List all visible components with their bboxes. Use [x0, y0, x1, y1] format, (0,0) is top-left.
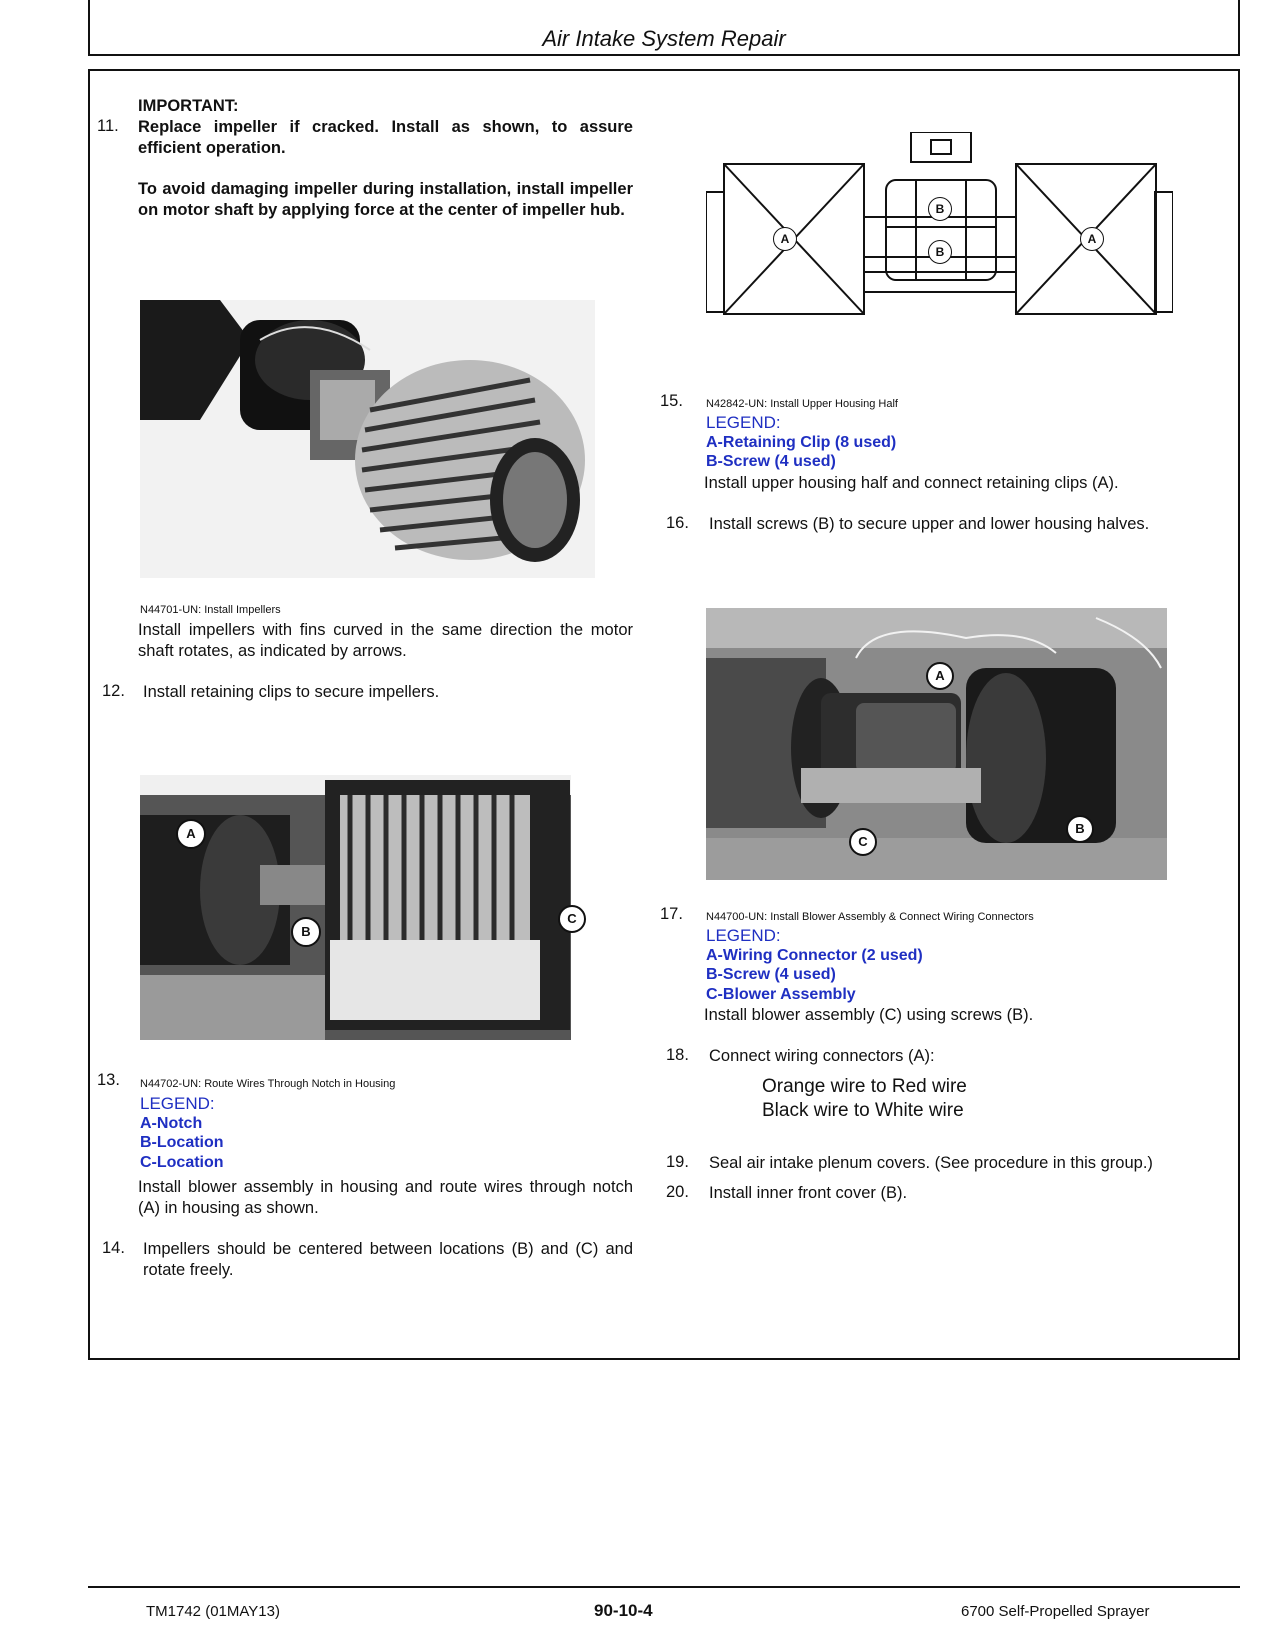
step-18-text: Connect wiring connectors (A): — [709, 1047, 935, 1065]
section-title: Air Intake System Repair — [542, 26, 786, 51]
wire-list — [762, 1075, 967, 1123]
step-12-number: 12. — [102, 682, 125, 700]
legend-item-b: B-Screw (4 used) — [706, 966, 836, 983]
wire-pair-1: Orange wire to Red wire — [762, 1076, 967, 1097]
fig-4-caption: N44700-UN: Install Blower Assembly & Connect Wiring Connectors — [706, 911, 1034, 923]
legend-item-a: A-Retaining Clip (8 used) — [706, 433, 897, 451]
step-16-number: 16. — [666, 514, 689, 532]
fig-2-caption: N44702-UN: Route Wires Through Notch in Housing — [140, 1078, 396, 1090]
legend-fig-2 — [140, 1094, 224, 1172]
important-label: IMPORTANT: — [138, 97, 239, 115]
legend-item-b: B-Screw (4 used) — [706, 453, 836, 470]
step-14-text: Impellers should be centered between locations (B) and (C) and rotate freely. — [143, 1240, 633, 1279]
step-20-text: Install inner front cover (B). — [709, 1184, 908, 1202]
legend-fig-3 — [706, 413, 896, 472]
callout-a: A — [773, 227, 797, 251]
page-header — [88, 0, 1240, 56]
legend-item-c: C-Blower Assembly — [706, 985, 856, 1003]
page-number: 90-10-4 — [594, 1601, 653, 1620]
step-11-text: Replace impeller if cracked. Install as shown, to assure efficient operation. — [138, 118, 633, 157]
step-17-number: 17. — [660, 905, 683, 923]
fig-1-caption: N44701-UN: Install Impellers — [140, 604, 281, 616]
step-20-number: 20. — [666, 1183, 689, 1201]
step-12-text: Install retaining clips to secure impellers. — [143, 683, 440, 701]
step-17-text: Install blower assembly (C) using screws (B). — [704, 1006, 1034, 1024]
footer-divider — [88, 1586, 1240, 1588]
fig-3-caption: N42842-UN: Install Upper Housing Half — [706, 398, 898, 410]
blower-housing-photo — [140, 775, 571, 1040]
step-11-number: 11. — [97, 117, 119, 135]
legend-title: LEGEND: — [140, 1094, 215, 1113]
legend-item-c: C-Location — [140, 1153, 224, 1171]
fig-1-text: Install impellers with fins curved in the same direction the motor shaft rotates, as indicated by arrows. — [138, 621, 633, 660]
legend-fig-4 — [706, 926, 923, 1004]
legend-title: LEGEND: — [706, 926, 781, 945]
callout-b: B — [928, 197, 952, 221]
step-11-caution: To avoid damaging impeller during installation, install impeller on motor shaft by applying force at the center of impeller hub. — [138, 180, 633, 219]
blower-assembly-photo — [706, 608, 1167, 880]
step-15-number: 15. — [660, 392, 683, 410]
wire-pair-2: Black wire to White wire — [762, 1100, 964, 1121]
step-16-text: Install screws (B) to secure upper and lower housing halves. — [709, 515, 1150, 533]
legend-item-a: A-Wiring Connector (2 used) — [706, 946, 923, 964]
callout-b: B — [1066, 815, 1094, 843]
legend-title: LEGEND: — [706, 413, 781, 432]
step-13-number: 13. — [97, 1071, 120, 1089]
callout-a: A — [176, 819, 206, 849]
legend-item-b: B-Location — [140, 1134, 224, 1151]
callout-b: B — [291, 917, 321, 947]
step-15-text: Install upper housing half and connect retaining clips (A). — [704, 474, 1119, 492]
step-19-number: 19. — [666, 1153, 689, 1171]
callout-c: C — [558, 905, 586, 933]
callout-a: A — [1080, 227, 1104, 251]
legend-item-a: A-Notch — [140, 1114, 203, 1132]
impeller-photo — [140, 300, 595, 578]
callout-a: A — [926, 662, 954, 690]
callout-b: B — [928, 240, 952, 264]
step-13-text: Install blower assembly in housing and route wires through notch (A) in housing as shown. — [138, 1178, 633, 1217]
step-14-number: 14. — [102, 1239, 125, 1257]
document-id: TM1742 (01MAY13) — [146, 1603, 280, 1620]
step-19-text: Seal air intake plenum covers. (See procedure in this group.) — [709, 1154, 1153, 1172]
callout-c: C — [849, 828, 877, 856]
product-name: 6700 Self-Propelled Sprayer — [961, 1603, 1150, 1620]
step-18-number: 18. — [666, 1046, 689, 1064]
